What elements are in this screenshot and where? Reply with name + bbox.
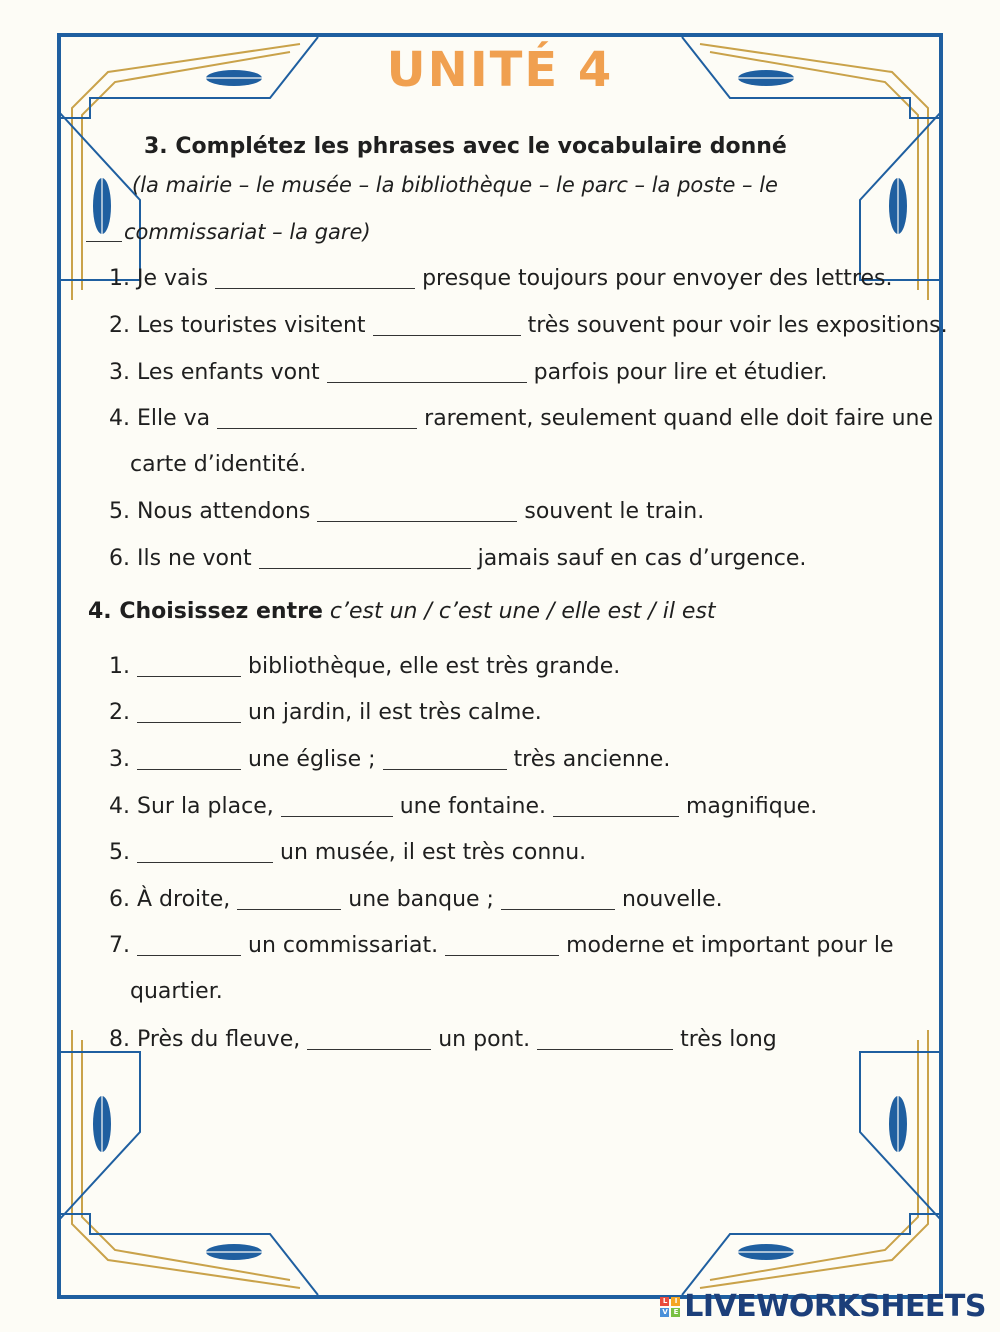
page-title: UNITÉ 4 (386, 42, 614, 98)
answer-blank[interactable] (373, 315, 521, 336)
ex4-question-6: 6. À droite, une banque ; nouvelle. (109, 887, 723, 912)
exercise-3-heading: 3. Complétez les phrases avec le vocabulaire donné (144, 134, 787, 159)
word-bank-line-1: (la mairie – le musée – la bibliothèque – le parc – la poste – le (132, 173, 778, 197)
answer-blank[interactable] (215, 268, 415, 289)
exercise-4-heading: 4. Choisissez entre c’est un / c’est une / elle est / il est (88, 599, 716, 624)
answer-blank[interactable] (137, 842, 273, 863)
liveworksheets-logo-icon: L I V E (660, 1297, 680, 1317)
answer-blank[interactable] (327, 362, 527, 383)
ex4-question-1: 1. bibliothèque, elle est très grande. (109, 654, 621, 679)
answer-blank[interactable] (537, 1029, 673, 1050)
answer-blank[interactable] (307, 1029, 431, 1050)
answer-blank[interactable] (553, 796, 679, 817)
ex4-question-5: 5. un musée, il est très connu. (109, 840, 587, 865)
ex4-question-8: 8. Près du fleuve, un pont. très long (109, 1027, 777, 1052)
answer-blank[interactable] (383, 749, 507, 770)
answer-blank[interactable] (445, 935, 559, 956)
ex3-question-3: 3. Les enfants vont parfois pour lire et étudier. (109, 360, 828, 385)
watermark-text: LIVEWORKSHEETS (684, 1289, 986, 1324)
answer-blank[interactable] (259, 548, 471, 569)
ex3-question-1: 1. Je vais presque toujours pour envoyer des lettres. (109, 266, 893, 291)
ex4-question-3: 3. une église ; très ancienne. (109, 747, 671, 772)
answer-blank[interactable] (217, 408, 417, 429)
ex3-question-6: 6. Ils ne vont jamais sauf en cas d’urgence. (109, 546, 807, 571)
answer-blank[interactable] (281, 796, 393, 817)
answer-blank[interactable] (137, 702, 241, 723)
answer-blank[interactable] (317, 501, 517, 522)
ex3-question-5: 5. Nous attendons souvent le train. (109, 499, 705, 524)
ex3-question-2: 2. Les touristes visitent très souvent pour voir les expositions. (109, 313, 948, 338)
ex4-question-4: 4. Sur la place, une fontaine. magnifique. (109, 794, 818, 819)
ex3-question-4: 4. Elle va rarement, seulement quand elle doit faire une carte d’identité. (109, 406, 934, 477)
answer-blank[interactable] (501, 889, 615, 910)
answer-blank[interactable] (137, 656, 241, 677)
ex4-question-7: 7. un commissariat. moderne et important pour le quartier. (109, 933, 894, 1004)
answer-blank[interactable] (237, 889, 341, 910)
answer-blank[interactable] (137, 935, 241, 956)
answer-blank[interactable] (137, 749, 241, 770)
liveworksheets-watermark[interactable] (660, 1289, 986, 1324)
ex4-question-2: 2. un jardin, il est très calme. (109, 700, 542, 725)
word-bank-line-2: commissariat – la gare) (86, 220, 371, 244)
